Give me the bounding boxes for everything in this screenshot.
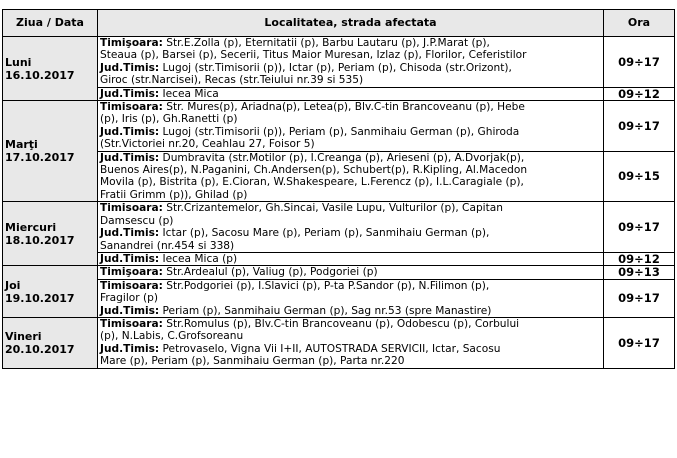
- location-line: [100, 164, 601, 176]
- streets-text: Petrovaselo, Vigna Vii I+II, AUTOSTRADA SERVICII, Ictar, Sacosu: [159, 342, 501, 355]
- location-line: [100, 305, 601, 317]
- location-line: [100, 227, 601, 239]
- location-line: [100, 88, 601, 100]
- day-name: Luni: [5, 55, 32, 69]
- streets-text: Fragilor (p): [100, 292, 158, 305]
- place-label: Jud.Timis:: [100, 227, 160, 240]
- schedule-row: [3, 252, 675, 265]
- header-time: Ora: [604, 10, 675, 37]
- location-line: [100, 355, 601, 367]
- day-cell: [3, 101, 98, 202]
- location-cell: [98, 101, 604, 152]
- time-cell: 09÷17: [604, 202, 675, 253]
- place-label: Timisoara:: [100, 317, 163, 330]
- streets-text: Str.Romulus (p), Blv.C-tin Brancoveanu (p), Odobescu (p), Corbului: [162, 317, 520, 330]
- schedule-row: [3, 37, 675, 88]
- day-date: 16.10.2017: [5, 68, 75, 82]
- location-line: [100, 253, 601, 265]
- day-name: Marţi: [5, 138, 38, 152]
- location-line: [100, 152, 601, 164]
- day-date: 19.10.2017: [5, 291, 75, 305]
- time-cell: 09÷17: [604, 37, 675, 88]
- schedule-row: [3, 317, 675, 368]
- time-cell: 09÷17: [604, 279, 675, 317]
- location-cell: [98, 317, 604, 368]
- day-date: 18.10.2017: [5, 233, 75, 247]
- day-date: 17.10.2017: [5, 151, 75, 165]
- streets-text: Lugoj (str.Timisorii (p)), Periam (p), Sanmihaiu German (p), Ghiroda: [159, 125, 520, 138]
- location-cell: [98, 252, 604, 265]
- location-line: [100, 280, 601, 292]
- schedule-row: [3, 101, 675, 152]
- outage-schedule-table: [2, 9, 675, 369]
- streets-text: Buenos Aires(p), N.Paganini, Ch.Andersen(p), Schubert(p), R.Kipling, Al.Macedon: [100, 164, 528, 177]
- day-name: Vineri: [5, 329, 42, 343]
- streets-text: Steaua (p), Barsei (p), Secerii, Titus Maior Muresan, Izlaz (p), Florilor, Ceferistilor: [100, 49, 527, 62]
- streets-text: Iecea Mica (p): [159, 252, 238, 265]
- day-cell: [3, 266, 98, 318]
- place-label: Jud.Timis:: [100, 87, 160, 100]
- location-cell: [98, 151, 604, 202]
- time-cell: 09÷13: [604, 266, 675, 279]
- location-line: [100, 330, 601, 342]
- schedule-row: [3, 266, 675, 279]
- location-line: [100, 62, 601, 74]
- streets-text: Str.Podgoriei (p), I.Slavici (p), P-ta P.Sandor (p), N.Filimon (p),: [162, 279, 490, 292]
- day-cell: [3, 37, 98, 101]
- place-label: Timişoara:: [100, 37, 163, 49]
- location-line: [100, 343, 601, 355]
- streets-text: Str.Crizantemelor, Gh.Sincai, Vasile Lupu, Vulturilor (p), Capitan: [162, 202, 503, 215]
- schedule-row: [3, 87, 675, 100]
- place-label: Jud.Timis:: [100, 342, 160, 355]
- location-line: [100, 37, 601, 49]
- streets-text: Giroc (str.Narcisei), Recas (str.Teiului nr.39 si 535): [100, 74, 364, 87]
- location-cell: [98, 37, 604, 88]
- header-row: [3, 10, 675, 37]
- place-label: Jud.Timis:: [100, 304, 160, 317]
- place-label: Timişoara:: [100, 266, 163, 279]
- location-line: [100, 113, 601, 125]
- location-line: [100, 74, 601, 86]
- location-line: [100, 189, 601, 201]
- streets-text: Str. Mures(p), Ariadna(p), Letea(p), Blv.C-tin Brancoveanu (p), Hebe: [162, 101, 525, 114]
- streets-text: Fratii Grimm (p)), Ghilad (p): [100, 188, 248, 201]
- streets-text: Movila (p), Bistrita (p), E.Cioran, W.Shakespeare, L.Ferencz (p), I.L.Caragiale (p),: [100, 176, 524, 189]
- time-cell: 09÷17: [604, 101, 675, 152]
- streets-text: Periam (p), Sanmihaiu German (p), Sag nr.53 (spre Manastire): [159, 304, 492, 317]
- place-label: Jud.Timis:: [100, 252, 160, 265]
- time-cell: 09÷17: [604, 317, 675, 368]
- streets-text: Ictar (p), Sacosu Mare (p), Periam (p), Sanmihaiu German (p),: [159, 227, 490, 240]
- place-label: Jud.Timis:: [100, 61, 160, 74]
- streets-text: (p), N.Labis, C.Grofsoreanu: [100, 330, 244, 343]
- streets-text: Lugoj (str.Timisorii (p)), Ictar (p), Periam (p), Chisoda (str.Orizont),: [159, 61, 512, 74]
- location-line: [100, 215, 601, 227]
- schedule-row: [3, 151, 675, 202]
- location-line: [100, 176, 601, 188]
- header-location: Localitatea, strada afectata: [98, 10, 604, 37]
- location-cell: [98, 279, 604, 317]
- streets-text: Dumbravita (str.Motilor (p), I.Creanga (p), Arieseni (p), A.Dvorjak(p),: [159, 151, 525, 164]
- location-line: [100, 266, 601, 278]
- place-label: Timisoara:: [100, 101, 163, 114]
- location-line: [100, 318, 601, 330]
- time-cell: 09÷12: [604, 252, 675, 265]
- location-line: [100, 49, 601, 61]
- location-line: [100, 292, 601, 304]
- location-line: [100, 126, 601, 138]
- place-label: Jud.Timis:: [100, 125, 160, 138]
- day-name: Joi: [5, 278, 21, 292]
- location-cell: [98, 87, 604, 100]
- header-day: Ziua / Data: [3, 10, 98, 37]
- streets-text: Mare (p), Periam (p), Sanmihaiu German (p), Parta nr.220: [100, 355, 405, 368]
- place-label: Timisoara:: [100, 202, 163, 215]
- streets-text: Str.E.Zolla (p), Eternitatii (p), Barbu Lautaru (p), J.P.Marat (p),: [162, 37, 490, 49]
- location-line: [100, 240, 601, 252]
- streets-text: Iecea Mica: [159, 87, 219, 100]
- streets-text: Sanandrei (nr.454 si 338): [100, 239, 235, 252]
- day-date: 20.10.2017: [5, 342, 75, 356]
- location-line: [100, 138, 601, 150]
- schedule-row: [3, 279, 675, 317]
- place-label: Timisoara:: [100, 279, 163, 292]
- location-cell: [98, 266, 604, 279]
- day-cell: [3, 202, 98, 266]
- day-cell: [3, 317, 98, 368]
- streets-text: Str.Ardealul (p), Valiug (p), Podgoriei (p): [162, 266, 378, 279]
- streets-text: (Str.Victoriei nr.20, Ceahlau 27, Foisor 5): [100, 138, 315, 151]
- schedule-body: [3, 37, 675, 369]
- streets-text: (p), Iris (p), Gh.Ranetti (p): [100, 113, 238, 126]
- time-cell: 09÷15: [604, 151, 675, 202]
- place-label: Jud.Timis:: [100, 151, 160, 164]
- location-line: [100, 202, 601, 214]
- location-line: [100, 101, 601, 113]
- streets-text: Damsescu (p): [100, 214, 174, 227]
- time-cell: 09÷12: [604, 87, 675, 100]
- location-cell: [98, 202, 604, 253]
- schedule-row: [3, 202, 675, 253]
- schedule-wrapper: [2, 9, 675, 455]
- day-name: Miercuri: [5, 220, 57, 234]
